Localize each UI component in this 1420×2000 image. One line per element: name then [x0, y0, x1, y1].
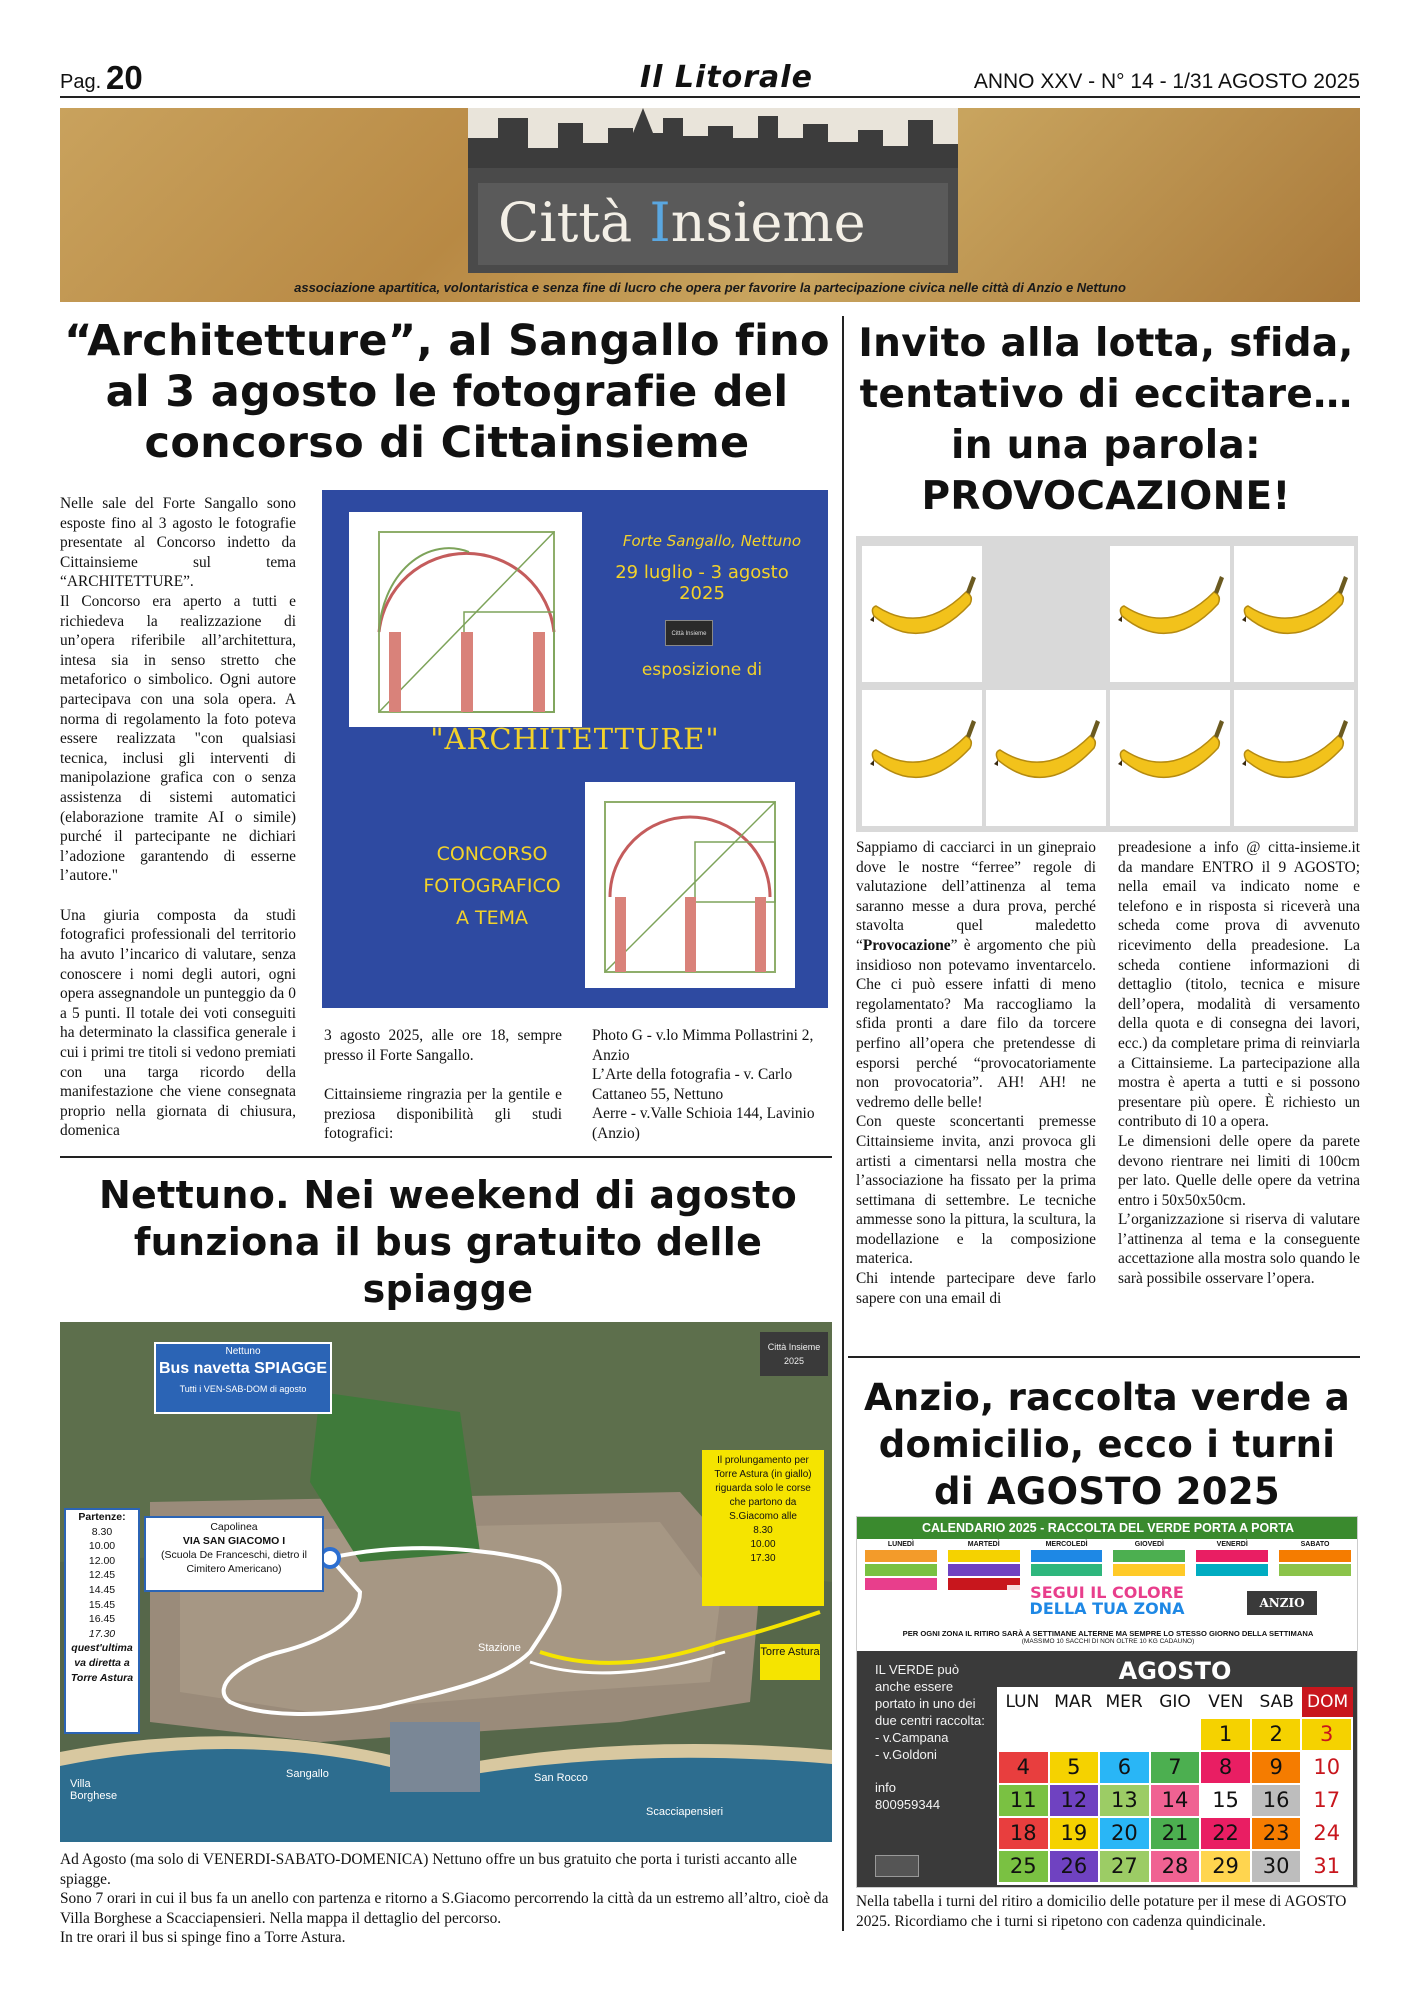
article1-col3	[592, 1026, 830, 1144]
anzio-brand: ANZIO	[1247, 1591, 1317, 1615]
page-header	[60, 58, 1360, 98]
calendar-day: 25	[999, 1851, 1048, 1882]
bananas-grid	[856, 536, 1358, 832]
article2-para: preadesione a info @ citta-insieme.it da mandare ENTRO il 9 AGOSTO; nella email va indicato nome e telefono e in risposta si riceverà una scheda come prova di avvenuto ricevimento della preadesione. La scheda contiene informazioni di dettaglio (titolo, tecnica e misure dell’opera, modalità di versamento della quota e di consegna dei lavori, ecc.) da completare prima di reinviarla a Cittainsieme. La partecipazione alla mostra è aperta a tutti e si possono presentare più opere. È richiesto un contributo di 10 a opera.	[1118, 839, 1360, 1131]
poster-name: "ARCHITETTURE"	[430, 722, 720, 756]
calendar-day: 4	[999, 1752, 1048, 1783]
calendar-day: 23	[1252, 1818, 1301, 1849]
map-label-san-rocco: San Rocco	[534, 1772, 588, 1784]
studio-entry: Photo G - v.lo Mimma Pollastrini 2, Anzio	[592, 1027, 814, 1064]
calendar-side-note: IL VERDE può anche essere portato in uno dei due centri raccolta: - v.Campana - v.Goldoni info 800959344	[875, 1662, 985, 1812]
calendar-day: 7	[1151, 1752, 1200, 1783]
calendar-day: 30	[1252, 1851, 1301, 1882]
calendar-day: 1	[1201, 1719, 1250, 1750]
article1-para: 3 agosto 2025, alle ore 18, sempre presso il Forte Sangallo.	[324, 1027, 562, 1064]
bananas-illustration	[856, 536, 1358, 832]
calendar-day: 5	[1050, 1752, 1099, 1783]
weekday-label: DOM	[1302, 1687, 1353, 1717]
article3-caption: Ad Agosto (ma solo di VENERDI-SABATO-DOMENICA) Nettuno offre un bus gratuito che porta i turisti accanto alle spiagge. Sono 7 orari in cui il bus fa un anello con partenza e ritorno a S.Giacomo percorrendo la città da un estremo all’altro, cioè da Villa Borghese a Scacciapensieri. Nella mappa il dettaglio del percorso. In tre orari il bus si spinge fino a Torre Astura.	[60, 1851, 829, 1947]
logo-wordmark: Città Insieme	[498, 191, 866, 254]
map-label-scacciapensieri: Scacciapensieri	[646, 1806, 724, 1818]
weekday-row	[997, 1687, 1353, 1717]
calendar-day: 22	[1201, 1818, 1250, 1849]
calendar-day: 12	[1050, 1785, 1099, 1816]
article2-text: ” è argomento che più insidioso non potevamo inventarcelo. Che ci può essere infatti di meno regolamentato? Ma raccogliamo la sfida pronti a dare filo da torcere perfino all’opera che pretendesse di esporsi perché “provocatoriamente non provocatoria”. AH! AH! ne vedremo delle belle!	[856, 936, 1096, 1111]
article3-title: Nettuno. Nei weekend di agosto funziona il bus gratuito delle spiagge	[98, 1173, 798, 1311]
article2-para: L’organizzazione si riserva di valutare l’attinenza al tema e la conseguente accettazione alla mostra solo quando le sarà possibile osservare l’opera.	[1118, 1211, 1360, 1288]
calendar-day: 17	[1302, 1785, 1351, 1816]
article1-para: Una giuria composta da studi fotografici professionali del territorio ha avuto l’incarico di valutare, senza conoscere i nomi degli autori, ogni opera assegnandole un punteggio da 0 a 5 punti. Il totale dei voti conseguiti ha determinato la classifica generale i cui i primi tre titoli si vedono premiati con una targa ricordo della manifestazione che viene consegnata proprio nella giornata di chiusura, domenica	[60, 906, 296, 1140]
weekday-label: GIO	[1159, 1692, 1191, 1712]
section-rule	[848, 1356, 1360, 1358]
calendar-day: 2	[1252, 1719, 1301, 1750]
calendar-day: 28	[1151, 1851, 1200, 1882]
poster-place: Forte Sangallo, Nettuno	[622, 532, 802, 550]
article4-title: Anzio, raccolta verde a domicilio, ecco i turni di AGOSTO 2025	[863, 1376, 1351, 1513]
month-title: AGOSTO	[997, 1655, 1353, 1687]
weekday-label: SAB	[1259, 1692, 1294, 1712]
calendar-day: 24	[1302, 1818, 1351, 1849]
calendar-logo	[875, 1855, 919, 1877]
calendar-day: 21	[1151, 1818, 1200, 1849]
calendar-day: 9	[1252, 1752, 1301, 1783]
calendar-slogan: SEGUI IL COLORE DELLA TUA ZONA	[1007, 1585, 1207, 1617]
zones-row: LUNEDÌ MARTEDÌ MERCOLEDÌ GIOVEDÌ VENERDÌ SABATO	[861, 1541, 1355, 1627]
poster-expo: esposizione di	[641, 660, 763, 680]
calendar-day	[1151, 1719, 1200, 1750]
weekday-label: MAR	[1054, 1692, 1093, 1712]
poster-mini-logo: Città Insieme	[665, 620, 713, 646]
map-logo: Città Insieme 2025	[760, 1332, 828, 1376]
calendar-day	[999, 1719, 1048, 1750]
bus-route-map	[60, 1322, 832, 1842]
calendar-header: CALENDARIO 2025 - RACCOLTA DEL VERDE PORTA A PORTA	[857, 1517, 1358, 1539]
weekday-label: MER	[1105, 1692, 1143, 1712]
month-grid	[997, 1655, 1353, 1885]
article1-title: “Architetture”, al Sangallo fino al 3 agosto le fotografie del concorso di Cittainsieme	[64, 316, 830, 468]
issue-info: ANNO XXV - N° 14 - 1/31 AGOSTO 2025	[973, 70, 1360, 93]
page-number: 20	[106, 59, 143, 96]
article2-para: Le dimensioni delle opere da parete devono rientrare nei limiti di 100cm per lato. Quelle delle opere da vetrina entro i 50x50x50cm.	[1118, 1132, 1360, 1209]
article1-para: Cittainsieme ringrazia per la gentile e preziosa disponibilità gli studi fotografici:	[324, 1086, 562, 1143]
calendar-day: 19	[1050, 1818, 1099, 1849]
article1-para: Nelle sale del Forte Sangallo sono esposte fino al 3 agosto le fotografie presentate al Concorso indetto da Cittainsieme sul tema “ARCHITETTURE”.	[60, 495, 296, 591]
weekday-label: VEN	[1208, 1692, 1244, 1712]
map-label-stazione: Stazione	[478, 1642, 521, 1654]
studio-entry: Aerre - v.Valle Schioia 144, Lavinio (Anzio)	[592, 1105, 815, 1142]
studio-entry: L’Arte della fotografia - v. Carlo Cattaneo 55, Nettuno	[592, 1066, 793, 1103]
skyline-art	[468, 108, 958, 273]
calendar-day	[1100, 1719, 1149, 1750]
calendar-day: 11	[999, 1785, 1048, 1816]
map-label-villa-borghese: Villa Borghese	[70, 1778, 118, 1802]
article2-text: Sappiamo di cacciarci in un ginepraio dove le nostre “ferree” regole di valutazione dell’attinenza al tema saranno messe a dura prova, perché stavolta quel maledetto “	[856, 839, 1096, 954]
map-label-sangallo: Sangallo	[286, 1768, 329, 1780]
green-calendar	[856, 1516, 1358, 1888]
calendar-day	[1050, 1719, 1099, 1750]
article1-col1	[60, 494, 296, 1141]
article1-col2	[324, 1026, 562, 1144]
calendar-day: 18	[999, 1818, 1048, 1849]
calendar-day: 8	[1201, 1752, 1250, 1783]
architetture-poster	[322, 490, 828, 1008]
calendar-rule: PER OGNI ZONA IL RITIRO SARÀ A SETTIMANE ALTERNE MA SEMPRE LO STESSO GIORNO DELLA SETTIMANA (MASSIMO 10 SACCHI DI NON OLTRE 10 KG CADAUNO)	[902, 1629, 1314, 1645]
poster-concorso: CONCORSO FOTOGRAFICO A TEMA	[423, 843, 561, 929]
masthead: Il Litorale	[640, 60, 813, 95]
arch-drawing-top	[349, 512, 582, 727]
weekday-label: LUN	[1005, 1692, 1040, 1712]
section-rule	[60, 1156, 832, 1158]
calendar-day: 13	[1100, 1785, 1149, 1816]
calendar-day: 29	[1201, 1851, 1250, 1882]
calendar-day: 6	[1100, 1752, 1149, 1783]
calendar-day: 15	[1201, 1785, 1250, 1816]
calendar-day: 3	[1302, 1719, 1351, 1750]
banner	[60, 108, 1360, 302]
article1-para: Il Concorso era aperto a tutti e richiedeva la realizzazione di un’opera riferibile all’architettura, intesa sia in senso stretto che metaforico o simbolico. Ogni autore partecipava con una sola opera. A norma di regolamento la foto poteva essere realizzata "con qualsiasi tecnica, inclusi gli interventi di manipolazione grafica con o senza assistenza di sistemi automatici (elaborazione tramite AI o simile) purché il partecipante ne dichiari l’adozione garantendo di esserne l’autore."	[60, 592, 296, 885]
article2-para: Chi intende partecipare deve farlo sapere con una email di	[856, 1270, 1096, 1307]
arch-drawing-bottom	[585, 782, 795, 988]
article2-para: Con queste sconcertanti premesse Cittainsieme invita, anzi provoca gli artisti a cimentarsi nella mostra che l’associazione ha fissato per la prima settimana di settembre. Le tecniche ammesse sono la pittura, la scultura, la modellazione e la composizione materica.	[856, 1113, 1096, 1268]
calendar-day: 27	[1100, 1851, 1149, 1882]
article2-title: Invito alla lotta, sfida, tentativo di eccitare… in una parola: PROVOCAZIONE!	[858, 321, 1354, 519]
page-label: Pag.	[60, 71, 102, 93]
capolinea-box: Capolinea VIA SAN GIACOMO I (Scuola De Franceschi, dietro il Cimitero Americano)	[144, 1516, 324, 1592]
article2-colA	[856, 838, 1096, 1308]
torre-astura-label: Torre Astura	[760, 1644, 820, 1680]
calendar-day: 16	[1252, 1785, 1301, 1816]
column-divider	[842, 316, 844, 1931]
calendar-day: 31	[1302, 1851, 1351, 1882]
map-title-box: Nettuno Bus navetta SPIAGGE Tutti i VEN-SAB-DOM di agosto	[154, 1342, 332, 1414]
calendar-day: 26	[1050, 1851, 1099, 1882]
banner-tagline: associazione apartitica, volontaristica e senza fine di lucro che opera per favorire la partecipazione civica nelle città di Anzio e Nettuno	[294, 280, 1126, 295]
article2-colB	[1118, 838, 1360, 1289]
calendar-day: 14	[1151, 1785, 1200, 1816]
departures-box: Partenze: 8.30 10.00 12.00 12.45 14.45 15.45 16.45 17.30 quest'ultima va diretta a Torre Astura	[64, 1508, 140, 1734]
poster-dates: 29 luglio - 3 agosto 2025	[615, 562, 789, 604]
days-grid	[997, 1717, 1353, 1884]
article4-caption: Nella tabella i turni del ritiro a domicilio delle potature per il mese di AGOSTO 2025. Ricordiamo che i turni si ripetono con cadenza quindicinale.	[856, 1893, 1347, 1930]
calendar-day: 20	[1100, 1818, 1149, 1849]
header-rule	[60, 96, 1360, 98]
calendar-day: 10	[1302, 1752, 1351, 1783]
extension-note-box: Il prolungamento per Torre Astura (in giallo) riguarda solo le corse che partono da S.Giacomo alle 8.30 10.00 17.30	[702, 1450, 824, 1606]
article2-emphasis: Provocazione	[862, 936, 951, 954]
